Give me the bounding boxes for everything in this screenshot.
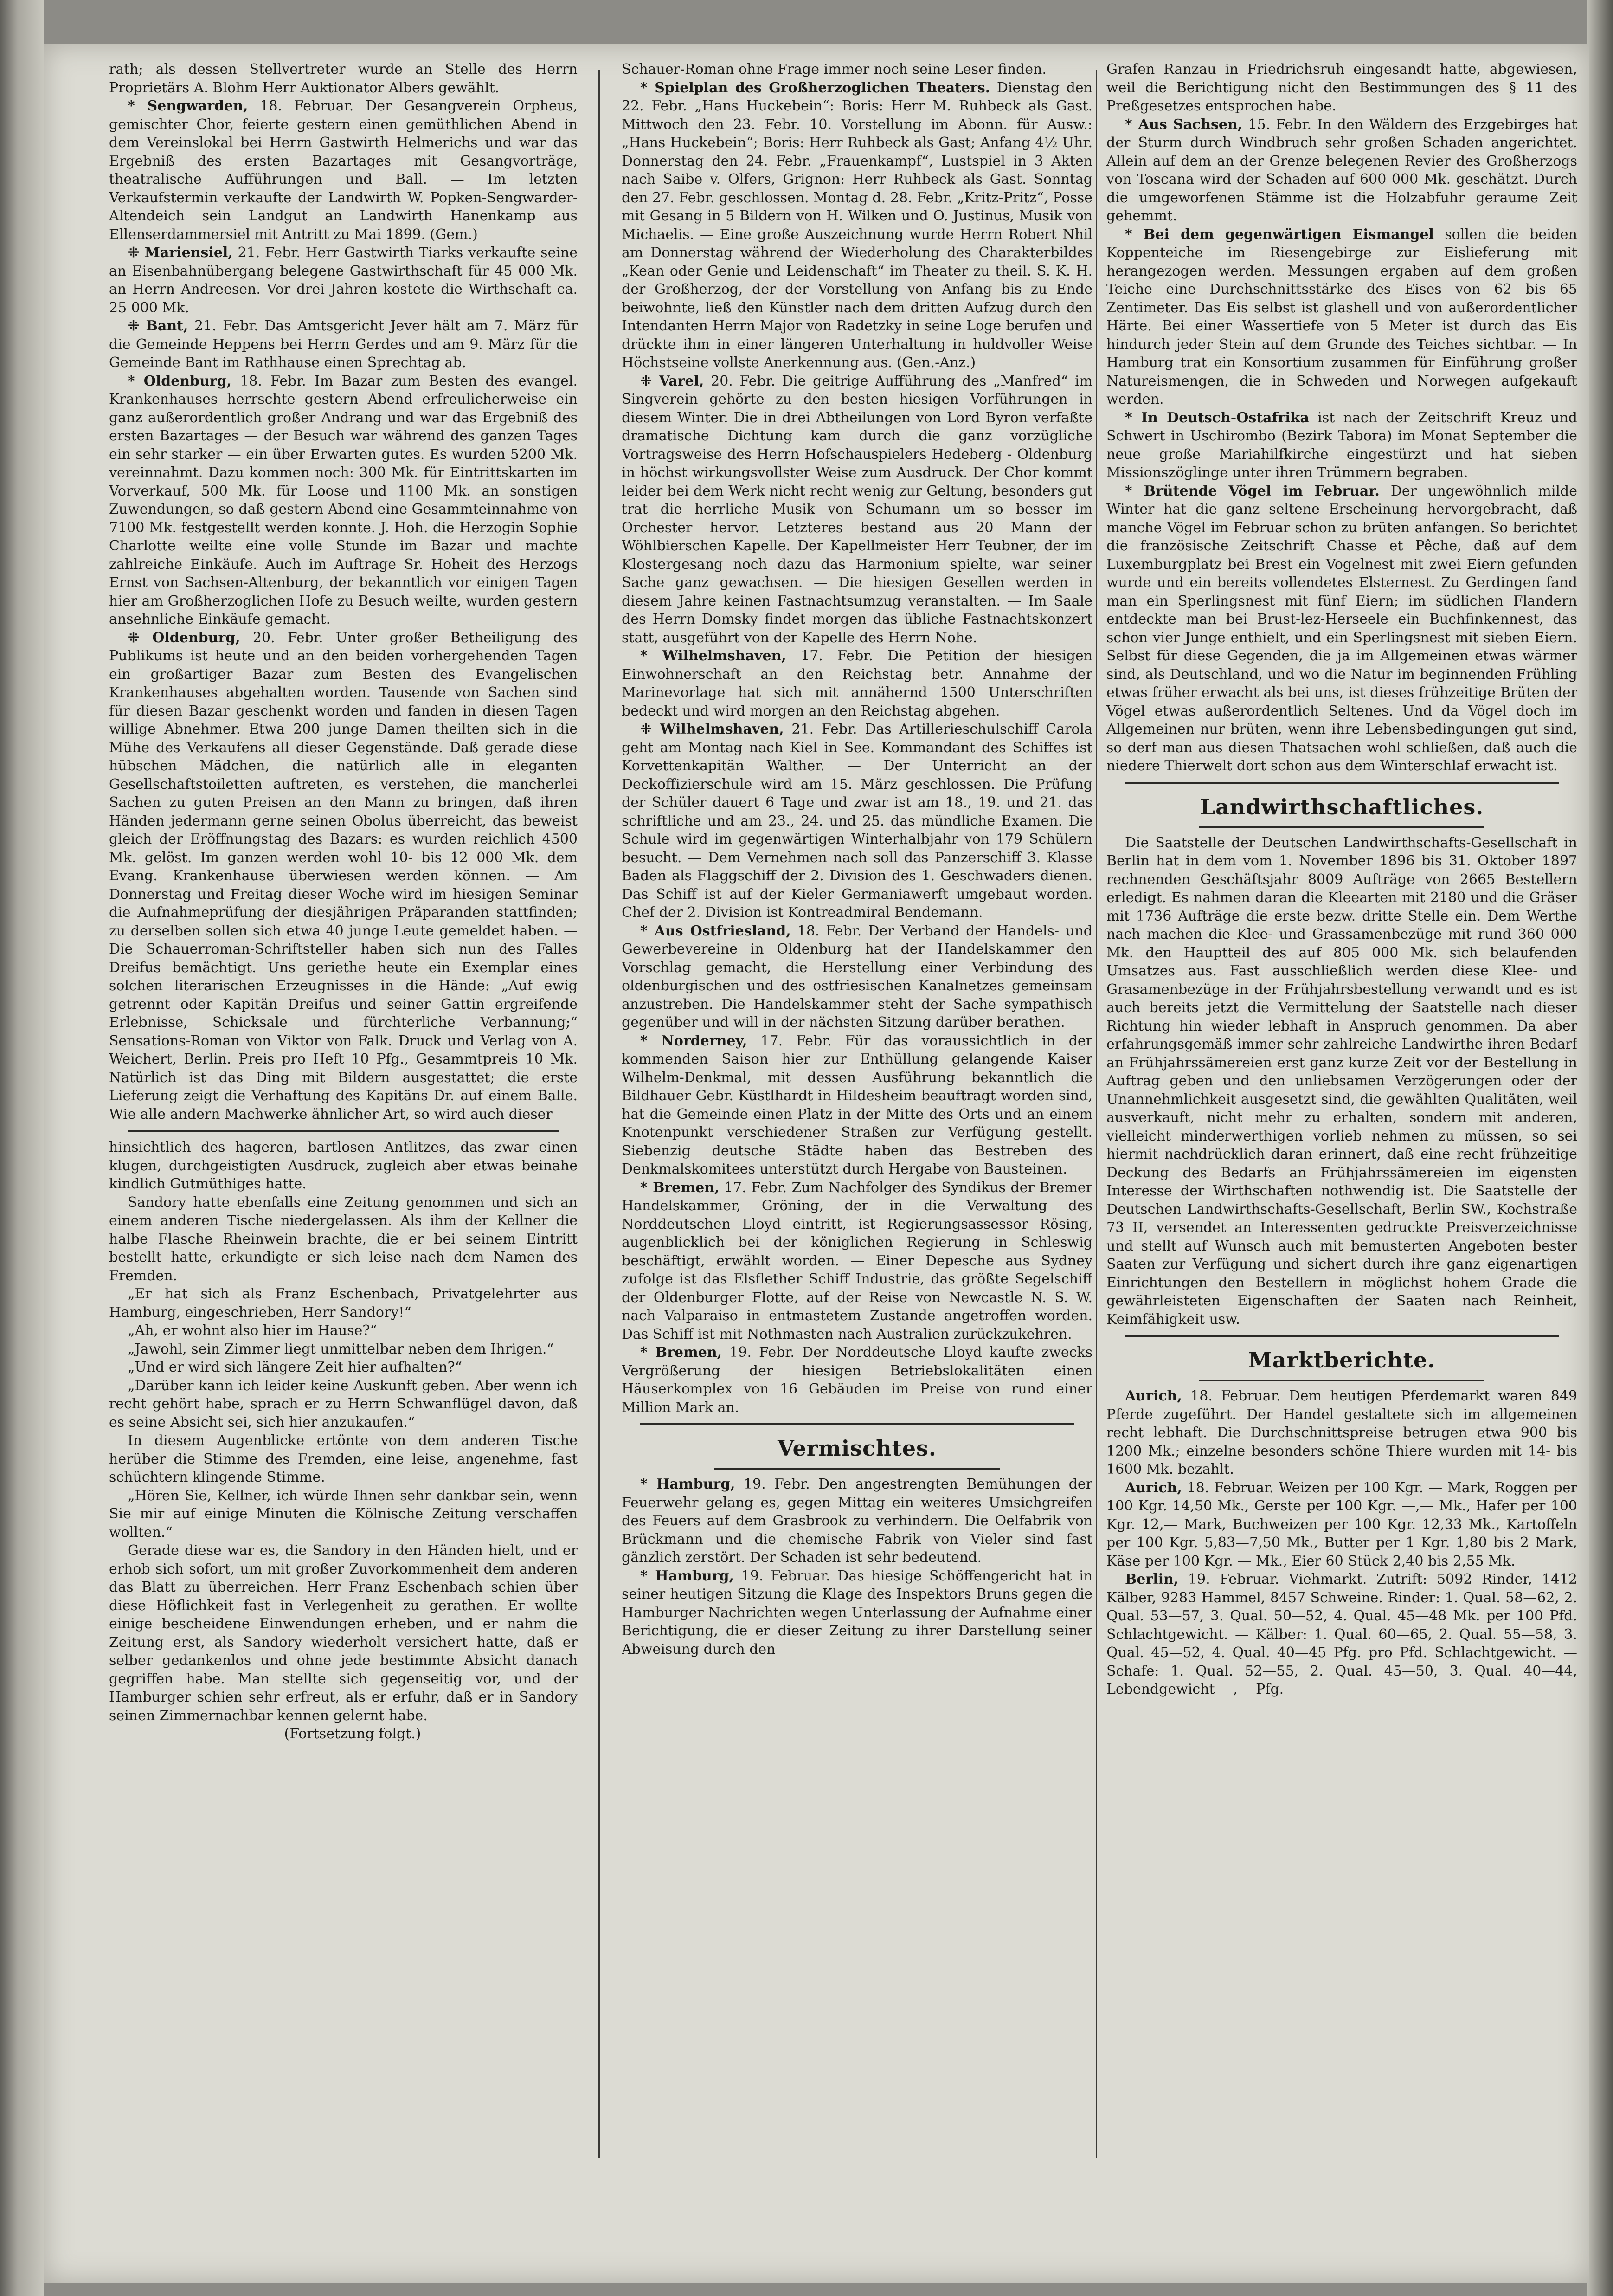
article — [622, 1567, 1092, 1659]
article-body: 17. Febr. Die Petition der hiesigen Einwohnerschaft an den Reichstag betr. Annahme der Marinevorlage hat sich mit annähernd 1500 Unterschriften bedeckt und wird morgen an den Reichstag abgehen. — [622, 648, 1092, 719]
story-paragraph: „Hören Sie, Kellner, ich würde Ihnen sehr dankbar sein, wenn Sie mir auf einige Minuten die Kölnische Zeitung verschaffen wollten.“ — [109, 1487, 578, 1541]
article-dateline: ⁜ Wilhelmshaven, — [640, 721, 784, 737]
story-paragraph: „Darüber kann ich leider keine Auskunft geben. Aber wenn ich recht gehört habe, sprach er zu Herrn Schwanflügel davon, daß es seine Absicht sei, sich hier anzukaufen.“ — [109, 1377, 578, 1431]
article-dateline: * Wilhelmshaven, — [640, 648, 786, 664]
article-body: 15. Febr. In den Wäldern des Erzgebirges hat der Sturm durch Windbruch sehr großen Schaden angerichtet. Allein auf dem an der Grenze belegenen Revier des Großherzogs von Toscana wird der Schaden auf 600 000 Mk. geschätzt. Durch die umgeworfenen Stämme ist die Holzabfuhr geraume Zeit gehemmt. — [1106, 116, 1577, 224]
article — [109, 244, 578, 317]
article — [622, 1343, 1092, 1417]
article-dateline: * Aus Ostfriesland, — [640, 922, 791, 939]
column-1 — [109, 60, 578, 2195]
page-edge-shadow — [1587, 0, 1613, 2296]
column-rule-1 — [598, 70, 600, 2158]
article-body: rath; als dessen Stellvertreter wurde an Stelle des Herrn Proprietärs A. Blohm Herr Auktionator Albers gewählt. — [109, 61, 578, 96]
section-underline — [714, 1468, 1000, 1470]
article-dateline: ⁜ Mariensiel, — [128, 245, 233, 261]
article-dateline: Aurich, — [1125, 1479, 1182, 1496]
article-body: 18. Februar. Der Gesangverein Orpheus, gemischter Chor, feierte gestern einen gemüthlichen Abend in dem Vereinslokal bei Herrn Gastwirth Helmerichs und war das Ergebniß des ersten Bazartages mit Gesangvorträge, theatralische Aufführungen und Ball. — Im letzten Verkaufstermin verkaufte der Landwirth W. Popken-Sengwarder-Altendeich sein Landgut an Landwirth Hanenkamp aus Ellenserdammersiel mit Antritt zu Mai 1899. (Gem.) — [109, 98, 578, 243]
column-2 — [622, 60, 1092, 2195]
article — [1106, 226, 1577, 409]
column-3-market-reports — [1106, 1387, 1577, 1699]
article-dateline: * Bei dem gegenwärtigen Eismangel — [1125, 226, 1434, 243]
article — [622, 60, 1092, 79]
article-dateline: * Sengwarden, — [128, 98, 248, 114]
section-heading-marktberichte: Marktberichte. — [1248, 1348, 1436, 1373]
story-paragraph: „Ah, er wohnt also hier im Hause?“ — [128, 1322, 377, 1339]
article-body: 19. Febr. Der Norddeutsche Lloyd kaufte zwecks Vergrößerung der hiesigen Betriebslokalitäten einen Häuserkomplex von 16 Gebäuden im Preise von rund einer Million Mark an. — [622, 1344, 1092, 1416]
article-body: sollen die beiden Koppenteiche im Riesengebirge zur Eislieferung mit herangezogen werden. Messungen ergaben auf dem großen Teiche eine Durchschnittsstärke des Eises von 62 bis 65 Zentimeter. Das Eis selbst ist glashell und von außerordentlicher Härte. Bei einer Wassertiefe von 5 Meter ist durch das Eis hindurch jeder Stein auf dem Grunde des Teiches sichtbar. — In Hamburg trat ein Konsortium zusammen für Einführung großer Natureismengen, die in Schweden und Norwegen aufgekauft werden. — [1106, 226, 1577, 407]
story-paragraph: „Er hat sich als Franz Eschenbach, Privatgelehrter aus Hamburg, eingeschrieben, Herr Sandory!“ — [109, 1286, 578, 1321]
article — [109, 60, 578, 97]
column-rule-2 — [1096, 70, 1097, 2158]
article — [622, 1475, 1092, 1567]
column-3 — [1106, 60, 1577, 2195]
article — [1106, 834, 1577, 1329]
article-dateline: Aurich, — [1125, 1388, 1182, 1404]
article-dateline: * Bremen, — [640, 1179, 720, 1196]
story-paragraph: „Und er wird sich längere Zeit hier aufhalten?“ — [128, 1359, 462, 1375]
article-body: 19. Febr. Den angestrengten Bemühungen der Feuerwehr gelang es, gegen Mittag ein weiteres Umsichgreifen des Feuers auf dem Grasbrook zu verhindern. Die Oelfabrik von Brückmann und die chemische Fabrik von Vieler sind fast gänzlich zerstört. Der Schaden ist sehr bedeutend. — [622, 1476, 1092, 1566]
article-body: Die Saatstelle der Deutschen Landwirthschafts-Gesellschaft in Berlin hat in dem vom 1. November 1896 bis 31. Oktober 1897 rechnenden Geschäftsjahr 8009 Aufträge von 2665 Bestellern erledigt. Es nahmen daran die Kleearten mit 2180 und die Gräser mit 1736 Aufträge die erste bezw. dritte Stelle ein. Dem Werthe nach machen die Klee- und Grassamenbezüge mit rund 360 000 Mk. den Hauptteil des auf 805 000 Mk. sich belaufenden Umsatzes aus. Fast ausschließlich werden diese Klee- und Grasamenbezüge in der Frühjahrsbestellung verwandt und es ist auch bereits jetzt die Vermittelung der Saatstelle nach dieser Richtung hin wieder lebhaft in Anspruch genommen. Da aber erfahrungsgemäß immer sehr zahlreiche Landwirthe ihren Bedarf an Frühjahrssämereien erst ganz kurze Zeit vor der Bestellung in Auftrag geben und den unliebsamen Verzögerungen oder der Unannehmlichkeit ausgesetzt sind, die gewählten Qualitäten, weil ausverkauft, nicht mehr zu erhalten, sondern mit anderen, vielleicht minderwerthigen vorlieb nehmen zu müssen, so sei hiermit nachdrücklich daran erinnert, daß eine recht frühzeitige Deckung des Bedarfs an Frühjahrssämereien im eigensten Interesse der Wirthschaften nothwendig ist. Die Saatstelle der Deutschen Landwirthschafts-Gesellschaft, Berlin SW., Kochstraße 73 II, versendet an Interessenten gedruckte Preisverzeichnisse und stellt auf Wunsch auch mit bemusterten Angeboten bester Saaten zur Verfügung und sichert durch ihre ganz eigenartigen Einrichtungen den Bestellern in möglichst hohem Grade die gewährleisteten Eigenschaften der Saaten nach Reinheit, Keimfähigkeit usw. — [1106, 834, 1577, 1328]
article-body: Der ungewöhnlich milde Winter hat die ganz seltene Erscheinung hervorgebracht, daß manche Vögel im Februar schon zu brüten anfangen. So berichtet die französische Zeitschrift Chasse et Pêche, daß auf dem Luxemburgplatz bei Brest ein Vogelnest mit zwei Eiern gefunden wurde und ein bereits vollendetes Elsternest. Zu Gerdingen fand man ein Sperlingsnest mit fünf Eiern; im südlichen Flandern entdeckte man bei Brust-lez-Herseele ein Buchfinkennest, das schon vier Junge enthielt, und ein Sperlingsnest mit sieben Eiern. Selbst für diese Gegenden, die ja im Allgemeinen etwas wärmer sind, als Deutschland, und wo die Natur im beginnenden Frühling etwas früher erwacht als bei uns, ist dieses frühzeitige Brüten der Vögel etwas außerordentlich Seltenes. Und da Vögel doch im Allgemeinen nur brüten, wenn ihre Lebensbedingungen gut sind, so derf man aus diesen Thatsachen wohl schließen, daß auch die niedere Thierwelt dort schon aus dem Winterschlaf erwacht ist. — [1106, 483, 1577, 774]
article-body: 21. Febr. Das Amtsgericht Jever hält am 7. März für die Gemeinde Heppens bei Herrn Gerdes und am 9. März für die Gemeinde Bant im Rathhause einen Sprechtag ab. — [109, 318, 578, 371]
article-dateline: ⁜ Oldenburg, — [128, 629, 240, 646]
article-body: Schauer-Roman ohne Frage immer noch seine Leser finden. — [622, 61, 1047, 77]
article-dateline: ⁜ Varel, — [640, 373, 704, 389]
column-3-news — [1106, 60, 1577, 775]
story-paragraph: Sandory hatte ebenfalls eine Zeitung genommen und sich an einem anderen Tische niedergelassen. Als ihm der Kellner die halbe Flasche Rheinwein brachte, die er bei seinem Eintritt bestellt hatte, erkundigte er sich leise nach dem Namen des Fremden. — [109, 1194, 578, 1284]
article-dateline: * Hamburg, — [640, 1567, 734, 1584]
story-paragraph: In diesem Augenblicke ertönte von dem anderen Tische herüber die Stimme des Fremden, eine leise, angenehme, fast schüchtern klingende Stimme. — [109, 1432, 578, 1485]
article — [1106, 1387, 1577, 1479]
article — [109, 97, 578, 244]
article-dateline: * In Deutsch-Ostafrika — [1125, 409, 1309, 426]
section-underline — [1199, 826, 1484, 828]
column-1-serial-story — [109, 1138, 578, 1725]
article — [622, 647, 1092, 720]
binding-shadow — [0, 0, 44, 2296]
article-body: 20. Febr. Unter großer Betheiligung des Publikums ist heute und an den beiden vorhergehenden Tagen ein großartiger Bazar zum Besten des Evangelischen Krankenhauses abgehalten worden. Tausende von Sachen sind für diesen Bazar geschenkt worden und fanden in diesen Tagen willige Abnehmer. Etwa 200 junge Damen theilten sich in die Mühe des Verkaufens all dieser Gegenstände. Daß gerade diese hübschen Mädchen, die natürlich alle in eleganten Gesellschaftstoiletten auftreten, es verstehen, die mancherlei Sachen zu guten Preisen an den Mann zu bringen, daß ihren Händen jedermann gerne seinen Obolus überreicht, das beweist gleich der Eröffnungstag des Bazars: es wurden reichlich 4500 Mk. gelöst. Im ganzen werden wohl 10- bis 12 000 Mk. dem Evang. Krankenhause überwiesen werden können. — Am Donnerstag und Freitag dieser Woche wird im hiesigen Seminar die Aufnahmeprüfung der diesjährigen Präparanden stattfinden; zu derselben sollen sich etwa 40 junge Leute gemeldet haben. — Die Schauerroman-Schriftsteller haben sich nun des Falles Dreifus bemächtigt. Uns geriethe heute ein Exemplar eines solchen literarischen Erzeugnisses in die Hände: „Auf ewig getrennt oder Kapitän Dreifus und seiner Gattin ergreifende Erlebnisse, Schicksale und fürchterliche Verbannung;“ Sensations-Roman von Viktor von Falk. Druck und Verlag von A. Weichert, Berlin. Preis pro Heft 10 Pfg., Gesammtpreis 10 Mk. Natürlich ist das Ding mit Bildern ausgestattet; die erste Lieferung zeigt die Verhaftung des Kapitäns Dr. auf einem Balle. Wie alle andern Machwerke ähnlicher Art, so wird auch dieser — [109, 629, 578, 1122]
article-body: 19. Februar. Viehmarkt. Zutrift: 5092 Rinder, 1412 Kälber, 9283 Hammel, 8457 Schweine. Rinder: 1. Qual. 58—62, 2. Qual. 53—57, 3. Qual. 50—52, 4. Qual. 45—48 Mk. per 100 Pfd. Schlachtgewicht. — Kälber: 1. Qual. 60—65, 2. Qual. 55—58, 3. Qual. 45—52, 4. Qual. 40—45 Pfg. pro Pfd. Schlachtgewicht. — Schafe: 1. Qual. 52—55, 2. Qual. 45—50, 3. Qual. 40—44, Lebendgewicht —,— Pfg. — [1106, 1571, 1577, 1697]
section-separator — [1125, 1335, 1559, 1337]
article-body: Dienstag den 22. Febr. „Hans Huckebein“: Boris: Herr M. Ruhbeck als Gast. Mittwoch den 23. Febr. 10. Vorstellung im Abonn. für Ausw.: „Hans Huckebein“; Boris: Herr Ruhbeck als Gast; Anfang 4½ Uhr. Donnerstag den 24. Febr. „Frauenkampf“, Lustspiel in 3 Akten nach Saibe v. Olfers, Grignon: Herr Ruhbeck als Gast. Sonntag den 27. Febr. geschlossen. Montag d. 28. Febr. „Kritz-Pritz“, Posse mit Gesang in 5 Bildern von H. Wilken und O. Justinus, Musik von Michaelis. — Eine große Auszeichnung wurde Herrn Robert Nhil am Donnerstag während der Wiederholung des Charakterbildes „Kean oder Genie und Leidenschaft“ im Theater zu theil. S. K. H. der Großherzog, der der Vorstellung von Anfang bis zu Ende beiwohnte, ließ den Künstler nach dem dritten Aufzug durch den Intendanten Herrn Major von Radetzky in seine Loge berufen und drückte ihm in einer längeren Unterhaltung in huldvoller Weise Höchstseine vollste Anerkennung aus. (Gen.-Anz.) — [622, 79, 1092, 371]
article-body: 18. Februar. Dem heutigen Pferdemarkt waren 849 Pferde zugeführt. Der Handel gestaltete sich im allgemeinen recht lebhaft. Die Durchschnittspreise betrugen etwa 900 bis 1200 Mk.; einzelne besonders schöne Thiere wurden mit 14- bis 1600 Mk. bezahlt. — [1106, 1388, 1577, 1477]
article — [1106, 116, 1577, 226]
article — [1106, 1570, 1577, 1699]
article-dateline: * Aus Sachsen, — [1125, 116, 1243, 133]
story-paragraph: „Jawohl, sein Zimmer liegt unmittelbar neben dem Ihrigen.“ — [128, 1341, 554, 1357]
story-paragraph: Gerade diese war es, die Sandory in den Händen hielt, und er erhob sich sofort, um mit großer Zuvorkommenheit dem anderen das Blatt zu überreichen. Herr Franz Eschenbach schien über diese Höflichkeit fast in Verlegenheit zu gerathen. Er wollte einige bescheidene Einwendungen erheben, und er nahm die Zeitung erst, als Sandory wiederholt versichert hatte, daß er selber gedankenlos und ohne jede bestimmte Absicht danach gegriffen habe. Man stellte sich gegenseitig vor, und der Hamburger schien sehr erfreut, als er erfuhr, daß er in Sandory seinen Zimmernachbar kennen gelernt habe. — [109, 1542, 578, 1724]
article-dateline: * Oldenburg, — [128, 373, 232, 389]
article-body: 19. Februar. Das hiesige Schöffengericht hat in seiner heutigen Sitzung die Klage des Inspektors Bruns gegen die Hamburger Nachrichten wegen Unterlassung der Aufnahme einer Berichtigung, die er dieser Zeitung zu ihrer Darstellung seiner Abweisung durch den — [622, 1567, 1092, 1658]
feuilleton-separator — [128, 1130, 559, 1132]
section-separator — [640, 1423, 1074, 1425]
article-dateline: ⁜ Bant, — [128, 318, 188, 334]
article-dateline: * Hamburg, — [640, 1476, 735, 1492]
article-body: 20. Febr. Die geitrige Aufführung des „Manfred“ im Singverein gehörte zu den besten hiesigen Vorführungen in diesem Winter. Die in drei Abtheilungen von Lord Byron verfaßte dramatische Dichtung kam durch die ganz vorzügliche Vortragsweise des Herrn Hofschauspielers Hedeberg - Oldenburg in höchst wirkungsvollster Weise zum Ausdruck. Der Chor kommt leider bei dem Werk nicht recht wenig zur Geltung, besonders gut trat die herrliche Musik von Schumann um so besser im Orchester hervor. Letzteres bestand aus 20 Mann der Wöhlbierschen Kapelle. Der Kapellmeister Herr Teubner, der im Klostergesang noch dazu das Harmonium spielte, war seiner Sache ganz gewachsen. — Die hiesigen Gesellen werden in diesem Jahre keinen Fastnachtsumzug veranstalten. — Im Saale des Herrn Domsky findet morgen das übliche Fastnachtskonzert statt, ausgeführt von der Kapelle des Herrn Nohe. — [622, 373, 1092, 646]
article-body: 18. Febr. Der Verband der Handels- und Gewerbevereine in Oldenburg hat der Handelskammer den Vorschlag gemacht, die Herstellung einer Verbindung des oldenburgischen und des ostfriesischen Kanalnetzes gemeinsam anzustreben. Die Handelskammer steht der Sache sympathisch gegenüber und will in der nächsten Sitzung darüber berathen. — [622, 922, 1092, 1031]
article-body: 17. Febr. Für das voraussichtlich in der kommenden Saison hier zur Enthüllung gelangende Kaiser Wilhelm-Denkmal, mit dessen Ausführung bekanntlich die Bildhauer Gebr. Küstlhardt in Hildesheim beauftragt worden sind, hat die Gemeinde einen Platz in der Mitte des Orts und an einem Knotenpunkt verschiedener Straßen zur Verfügung gestellt. Siebenzig deutsche Städte haben das Bestreben des Denkmalskomitees unterstützt durch Hergabe von Bausteinen. — [622, 1032, 1092, 1177]
article-body: 18. Febr. Im Bazar zum Besten des evangel. Krankenhauses herrschte gestern Abend erfreulicherweise ein ganz außerordentlich großer Andrang und war das Ergebniß des ersten Bazartages — der Besuch war während des ganzen Tages ein sehr starker — ein über Erwarten gutes. Es wurden 5200 Mk. vereinnahmt. Dazu kommen noch: 300 Mk. für Eintrittskarten im Vorverkauf, 500 Mk. für Loose und 1100 Mk. an sonstigen Zuwendungen, so daß gestern Abend eine Gesammteinnahme von 7100 Mk. festgestellt werden konnte. J. Hoh. die Herzogin Sophie Charlotte weilte eine volle Stunde im Bazar und machte zahlreiche Einkäufe. Auch im Auftrage Sr. Hoheit des Herzogs Ernst von Sachsen-Altenburg, der bekanntlich vor einigen Tagen hier am Großherzoglichen Hofe zu Besuch weilte, wurden gestern ansehnliche Einkäufe gemacht. — [109, 373, 578, 627]
article-body: 18. Februar. Weizen per 100 Kgr. — Mark, Roggen per 100 Kgr. 14,50 Mk., Gerste per 100 Kgr. —,— Mk., Hafer per 100 Kgr. 12,— Mark, Buchweizen per 100 Kgr. 12,33 Mk., Kartoffeln per 100 Kgr. 5,83—7,50 Mk., Butter per 1 Kgr. 1,80 bis 2 Mark, Käse per 100 Kgr. — Mk., Eier 60 Stück 2,40 bis 2,55 Mk. — [1106, 1479, 1577, 1569]
article — [622, 1032, 1092, 1179]
article — [622, 372, 1092, 647]
article-body: Grafen Ranzau in Friedrichsruh eingesandt hatte, abgewiesen, weil die Berichtigung nicht den Bestimmungen des § 11 des Preßgesetzes entsprochen habe. — [1106, 61, 1577, 114]
column-2-news — [622, 60, 1092, 1417]
article — [109, 629, 578, 1124]
article — [1106, 1479, 1577, 1571]
article — [622, 1179, 1092, 1344]
article-body: 17. Febr. Zum Nachfolger des Syndikus der Bremer Handelskammer, Gröning, der in die Verwaltung des Norddeutschen Lloyd eintritt, ist Regierungsassessor Rösing, augenblicklich bei der königlichen Regierung in Schleswig beschäftigt, erwählt worden. — Einer Depesche aus Sydney zufolge ist das Elsflether Schiff Industrie, das größte Segelschiff der Oldenburger Flotte, auf der Reise von Newcastle N. S. W. nach Valparaiso in entmastetem Zustande angetroffen worden. Das Schiff ist mit Nothmasten nach Australien zurückzukehren. — [622, 1179, 1092, 1342]
article — [109, 372, 578, 629]
column-3-agriculture — [1106, 834, 1577, 1329]
article — [109, 317, 578, 372]
column-2-vermischtes — [622, 1475, 1092, 1658]
section-underline — [1199, 1380, 1484, 1381]
section-heading-landwirthschaftliches: Landwirthschaftliches. — [1200, 794, 1484, 819]
article — [1106, 409, 1577, 482]
article — [1106, 60, 1577, 116]
article-body: ist nach der Zeitschrift Kreuz und Schwert in Uschirombo (Bezirk Tabora) im Monat September die neue große Mariahilfkirche eingestürzt und hat sieben Missionszöglinge unter ihren Trümmern begraben. — [1106, 409, 1577, 481]
article-body: 21. Febr. Herr Gastwirth Tiarks verkaufte seine an Eisenbahnübergang belegene Gastwirthschaft für 45 000 Mk. an Herrn Andreesen. Vor drei Jahren kostete die Wirthschaft ca. 25 000 Mk. — [109, 245, 578, 316]
article-dateline: Berlin, — [1125, 1571, 1179, 1587]
article — [622, 79, 1092, 372]
article — [622, 720, 1092, 922]
article-dateline: * Norderney, — [640, 1032, 747, 1049]
continuation-note: (Fortsetzung folgt.) — [284, 1726, 421, 1742]
article — [622, 922, 1092, 1032]
column-1-news — [109, 60, 578, 1123]
article-dateline: * Spielplan des Großherzoglichen Theaters. — [640, 79, 990, 96]
article — [1106, 482, 1577, 775]
article-dateline: * Bremen, — [640, 1344, 722, 1361]
section-separator — [1125, 782, 1559, 784]
story-paragraph: hinsichtlich des hageren, bartlosen Antlitzes, das zwar einen klugen, durchgeistigten Ausdruck, zugleich aber etwas beinahe kindlich Gutmüthiges hatte. — [109, 1139, 578, 1192]
section-heading-vermischtes: Vermischtes. — [778, 1436, 937, 1461]
article-body: 21. Febr. Das Artillerieschulschiff Carola geht am Montag nach Kiel in See. Kommandant des Schiffes ist Korvettenkapitän Walther. — Der Unterricht an der Deckoffizierschule wird am 15. März geschlossen. Die Prüfung der Schüler dauert 6 Tage und zwar ist am 18., 19. und 21. das schriftliche und am 23., 24. und 25. das mündliche Examen. Die Schule wird im gegenwärtigen Winterhalbjahr von 179 Schülern besucht. — Dem Vernehmen nach soll das Panzerschiff 3. Klasse Baden als Flaggschiff der 2. Division des 1. Geschwaders dienen. Das Schiff ist auf der Kieler Germaniawerft umgebaut worden. Chef der 2. Division ist Kontreadmiral Bendemann. — [622, 721, 1092, 921]
article-dateline: * Brütende Vögel im Februar. — [1125, 483, 1380, 499]
